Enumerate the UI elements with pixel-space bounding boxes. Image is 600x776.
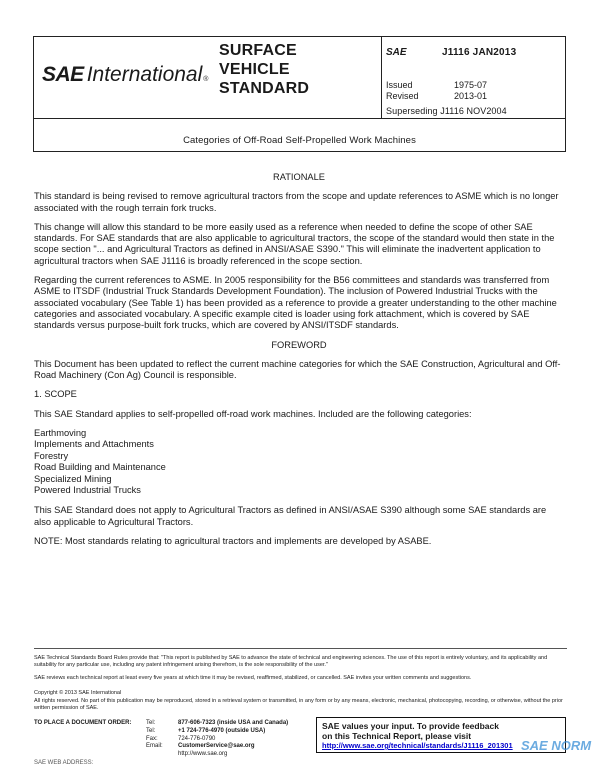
tel2-row [146, 728, 265, 736]
tel2-label: Tel: [146, 727, 156, 734]
standard-type [219, 41, 309, 98]
standard-type-line: SURFACE [219, 42, 297, 59]
scope-paragraph: This SAE Standard does not apply to Agricultural Tractors as defined in ANSI/ASAE S390 although some SAE standards are also applicable to Agricultural Tractors. [34, 505, 547, 527]
footer-divider [34, 648, 567, 649]
logo-mark: SAE [42, 63, 84, 86]
email-label: Email: [146, 743, 163, 750]
rights-text: All rights reserved. No part of this publication may be reproduced, stored in a retrieval system or transmitted, in any form or by any means, electronic, mechanical, photocopying, recording, or otherwise, without the prior written permission of SAE. [34, 698, 563, 711]
rationale-paragraph: This standard is being revised to remove agricultural tractors from the scope and update references to ASME which is no longer associated with the rough terrain fork trucks. [34, 191, 559, 213]
tel2-value: +1 724-776-4970 (outside USA) [178, 727, 266, 734]
document-number: J1116 JAN2013 [442, 47, 517, 58]
document-body [34, 172, 564, 555]
email-link[interactable]: CustomerService@sae.org [178, 743, 255, 750]
standard-type-line: STANDARD [219, 80, 310, 97]
registered-mark: ® [203, 76, 209, 83]
foreword-paragraph: This Document has been updated to reflect the current machine categories for which the SAE Construction, Agricultural and Off-Road Machinery (Con Ag) Council is responsible. [34, 358, 561, 381]
scope-paragraph: This SAE Standard applies to self-propelled off-road work machines. Included are the following categories: [34, 408, 472, 419]
web-label-spacer [146, 751, 178, 759]
file-identifier: SAE WEB ADDRESS: [34, 760, 94, 766]
fax-row [146, 736, 215, 744]
web-row [146, 751, 227, 759]
header-vertical-divider [381, 37, 382, 118]
document-header [33, 36, 566, 152]
standard-type-line: VEHICLE [219, 61, 290, 78]
board-rules-text: SAE Technical Standards Board Rules provide that: "This report is published by SAE to advance the state of technical and engineering sciences. The use of this report is entirely voluntary, and its applicability and suitability for any particular use, including any patent infringement arising therefrom, is the sole responsibility of the user." [34, 655, 548, 668]
tel-value: 877-606-7323 (inside USA and Canada) [178, 720, 289, 726]
list-item: Implements and Attachments [34, 439, 154, 450]
list-item: Forestry [34, 450, 69, 461]
rationale-paragraph: Regarding the current references to ASME. In 2005 responsibility for the B56 committees and standards was transferred from ASME to ITSDF (Industrial Truck Standards Development Foundation). The inclusion of Powered Industrial Trucks with the associated vocabulary (See Table 1) has been provided as a reference to provide a greater understanding to the other machine categories and associated vocabulary. A specific example cited is loader using fork attachment, which is covered by SAE standards versus purpose-built fork trucks, which are covered by ANSI/ITSDF standards. [34, 275, 557, 331]
issued-date: 1975-07 [454, 80, 488, 90]
feedback-text: on this Technical Report, please visit [322, 731, 472, 741]
rationale-heading: RATIONALE [272, 172, 325, 182]
issued-label: Issued [386, 80, 413, 90]
logo-text: International [86, 63, 203, 86]
list-item: Road Building and Maintenance [34, 462, 166, 473]
scope-note: NOTE: Most standards relating to agricultural tractors and implements are developed by ASABE. [34, 536, 432, 547]
web-link[interactable]: http://www.sae.org [178, 751, 228, 758]
document-title: Categories of Off-Road Self-Propelled Work Machines [183, 135, 416, 146]
revised-label: Revised [386, 91, 419, 101]
review-text: SAE reviews each technical report at least every five years at which time it may be revised, reaffirmed, stabilized, or cancelled. SAE invites your written comments and suggestions. [34, 675, 472, 681]
list-item: Specialized Mining [34, 473, 112, 484]
list-item: Earthmoving [34, 428, 87, 439]
foreword-heading: FOREWORD [271, 339, 327, 350]
category-list [34, 428, 564, 496]
list-item: Powered Industrial Trucks [34, 485, 141, 496]
email-row [146, 743, 255, 751]
order-label: TO PLACE A DOCUMENT ORDER: [34, 720, 132, 726]
feedback-text: SAE values your input. To provide feedback [322, 721, 499, 731]
tel-label: Tel: [146, 720, 156, 726]
fax-value: 724-776-0790 [178, 735, 216, 742]
rationale-paragraph: This change will allow this standard to be more easily used as a reference when needed to define the scope of other SAE standards. For SAE standards that are also applicable to agricultural tractors, the scope of the standard would then state in the scope section "... and Agricultural Tractors as defined in ANSI/ASAE S390." This will eliminate the inadvertent application to agricultural tractors when SAE J1116 is broadly referenced in the scope section. [34, 221, 555, 266]
revised-date: 2013-01 [454, 91, 488, 101]
header-horizontal-divider [34, 118, 565, 119]
watermark-stamp: SAE NORM [521, 738, 592, 753]
copyright-text: Copyright © 2013 SAE International [34, 690, 122, 696]
mini-sae-logo: SAE [386, 47, 407, 58]
scope-heading: 1. SCOPE [34, 389, 77, 400]
superseding-note: Superseding J1116 NOV2004 [386, 106, 507, 116]
tel-row [146, 720, 288, 728]
feedback-link[interactable]: http://www.sae.org/technical/standards/J1116_201301 [322, 741, 513, 750]
sae-international-logo [42, 63, 208, 87]
fax-label: Fax: [146, 735, 158, 742]
